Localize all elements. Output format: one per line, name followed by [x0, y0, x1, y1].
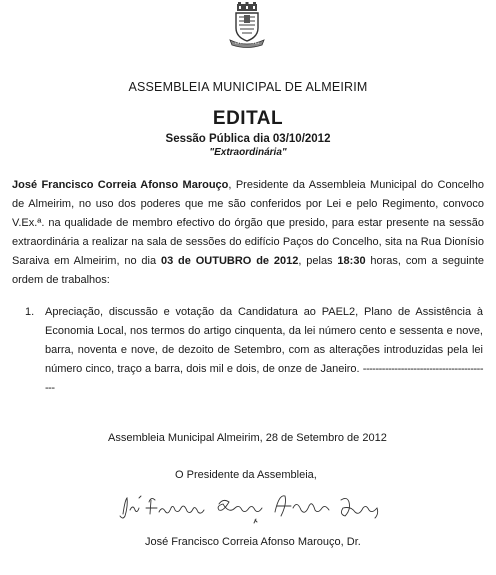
intro-text-2: , pelas: [298, 255, 338, 267]
agenda-item: [25, 303, 483, 398]
agenda-item-text: Apreciação, discussão e votação da Candidatura ao PAEL2, Plano de Assistência à Economia Local, nos termos do artigo cinquenta, da lei número cento e sessenta e nove, barra, noventa e nove, de dezoito de Setembro, com as alterações introduzidas pela lei número cinco, traço a barra, dois mil e dois, de onze de Janeiro.: [45, 306, 483, 375]
session-type: "Extraordinária": [209, 147, 287, 158]
signer-name: José Francisco Correia Afonso Marouço, Dr.: [145, 536, 361, 548]
agenda-item-dashes: -----------------------------------------: [45, 363, 483, 394]
intro-text-1: , Presidente da Assembleia Municipal do Concelho de Almeirim, no uso dos poderes que me são conferidos por Lei e pelo Regimento, convoco V.Ex.ª. na qualidade de membro efectivo do órgão que presido, para estar presente na sessão extraordinária a realizar na sala de sessões do edifício Paços do Concelho, sita na Rua Dionísio Saraiva em Almeirim, no dia: [12, 179, 484, 267]
meeting-date: 03 de OUTUBRO de 2012: [160, 255, 299, 267]
assembly-name: ASSEMBLEIA MUNICIPAL DE ALMEIRIM: [128, 80, 368, 94]
meeting-time: 18:30: [337, 255, 366, 267]
intro-text-3: horas, com a seguinte ordem de trabalhos:: [12, 255, 485, 286]
document-title: EDITAL: [212, 108, 284, 129]
agenda-item-number: 1.: [25, 306, 35, 318]
session-heading: Sessão Pública dia 03/10/2012: [165, 133, 331, 145]
signature-icon: [115, 486, 385, 526]
coat-of-arms-icon: [226, 2, 268, 48]
president-name: José Francisco Correia Afonso Marouço: [12, 179, 229, 191]
place-and-date: Assembleia Municipal Almeirim, 28 de Setembro de 2012: [108, 432, 387, 444]
president-title: O Presidente da Assembleia,: [175, 469, 317, 481]
convocation-paragraph: [12, 176, 484, 290]
